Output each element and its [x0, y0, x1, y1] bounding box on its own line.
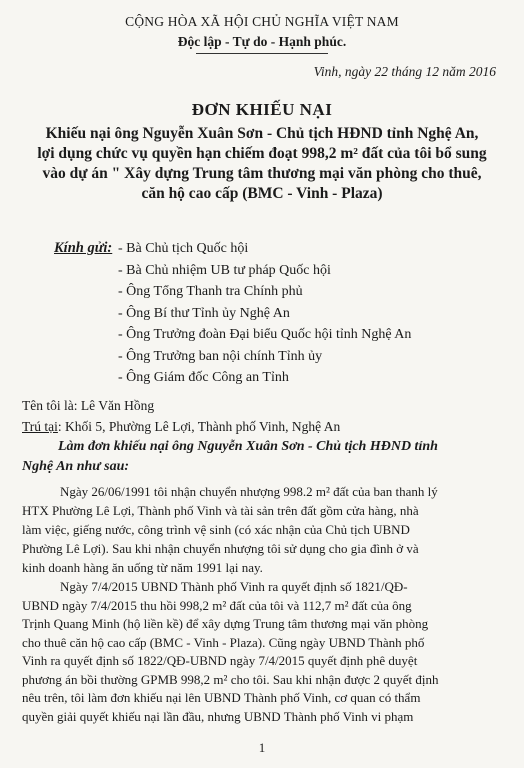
recipient-item: - Ông Tổng Thanh tra Chính phủ: [118, 284, 303, 299]
recipient-item: - Bà Chủ nhiệm UB tư pháp Quốc hội: [118, 262, 331, 278]
sender-name-value: : Lê Văn Hồng: [73, 398, 155, 413]
paragraph-line: HTX Phường Lê Lợi, Thành phố Vinh và tài sản trên đất gồm cửa hàng, nhà: [22, 503, 419, 518]
paragraph-2: [22, 578, 502, 726]
paragraph-line: UBND ngày 7/4/2015 thu hồi 998,2 m² đất của tôi và 112,7 m² đất của ông: [22, 597, 412, 613]
paragraph-line: kinh doanh hàng ăn uống từ năm 1991 lại nay.: [22, 560, 263, 575]
recipient-item: - Bà Chủ tịch Quốc hội: [118, 241, 249, 256]
date-line: Vinh, ngày 22 tháng 12 năm 2016: [313, 64, 496, 79]
recipient-item: - Ông Bí thư Tỉnh ủy Nghệ An: [118, 305, 290, 321]
recipient-item: - Ông Trưởng ban nội chính Tỉnh ủy: [118, 348, 323, 364]
paragraph-line: cho thuê căn hộ cao cấp (BMC - Vinh - Plaza). Cũng ngày UBND Thành phố: [22, 634, 425, 650]
paragraph-line: Ngày 26/06/1991 tôi nhận chuyển nhượng 998.2 m² đất của ban thanh lý: [60, 484, 438, 499]
recipients-label: Kính gửi:: [54, 240, 113, 256]
sender-address-line: [22, 419, 340, 435]
paragraph-line: làm việc, giếng nước, công trình vệ sinh (có xác nhận của Chủ tịch UBND: [22, 522, 410, 537]
subject-line: lợi dụng chức vụ quyền hạn chiếm đoạt 998,2 m² đất của tôi bổ sung: [37, 145, 487, 162]
sender-name-label: Tên tôi là: [22, 398, 74, 413]
paragraph-1: [22, 482, 502, 577]
paragraph-line: phương án bồi thường GPMB 998,2 m² cho tôi. Sau khi nhận được 2 quyết định: [22, 671, 439, 687]
sender-address-label: Trú tại: [22, 419, 58, 434]
paragraph-line: Vinh ra quyết định số 1822/QĐ-UBND ngày 7/4/2015 quyết định phê duyệt: [22, 653, 418, 668]
national-heading: CỘNG HÒA XÃ HỘI CHỦ NGHĨA VIỆT NAM: [125, 14, 399, 29]
page-number: 1: [258, 740, 266, 755]
recipient-item: - Ông Giám đốc Công an Tỉnh: [118, 370, 289, 385]
subject-line: căn hộ cao cấp (BMC - Vinh - Plaza): [141, 185, 383, 202]
sender-name-line: [22, 398, 154, 414]
subject-line: vào dự án " Xây dựng Trung tâm thương mại văn phòng cho thuê,: [42, 165, 482, 182]
subject-block: [0, 124, 524, 204]
sender-address-value: : Khối 5, Phường Lê Lợi, Thành phố Vinh, Nghệ An: [57, 419, 341, 434]
paragraph-line: quyền giải quyết khiếu nại lần đầu, nhưng UBND Thành phố Vinh vi phạm: [22, 708, 414, 724]
recipients-list: [118, 238, 411, 389]
national-motto: Độc lập - Tự do - Hạnh phúc.: [177, 34, 347, 49]
motto-underline: [196, 53, 328, 54]
document-title: ĐƠN KHIẾU NẠI: [191, 100, 333, 119]
intro-line: Nghệ An như sau:: [22, 459, 130, 474]
intro-line: Làm đơn khiếu nại ông Nguyễn Xuân Sơn - Chủ tịch HĐND tỉnh: [58, 439, 438, 454]
paragraph-line: Trịnh Quang Minh (hộ liền kề) để xây dựng Trung tâm thương mại văn phòng: [22, 616, 429, 631]
paragraph-line: nêu trên, tôi làm đơn khiếu nại lên UBND Thành phố Vinh, cơ quan có thẩm: [22, 690, 421, 705]
recipient-item: - Ông Trưởng đoàn Đại biểu Quốc hội tỉnh Nghệ An: [118, 327, 412, 342]
subject-line: Khiếu nại ông Nguyễn Xuân Sơn - Chủ tịch HĐND tỉnh Nghệ An,: [45, 125, 479, 142]
paragraph-line: Ngày 7/4/2015 UBND Thành phố Vinh ra quyết định số 1821/QĐ-: [60, 579, 408, 594]
paragraph-line: Phường Lê Lợi). Sau khi nhận chuyển nhượng tôi sử dụng cho gia đình ở và: [22, 541, 419, 556]
